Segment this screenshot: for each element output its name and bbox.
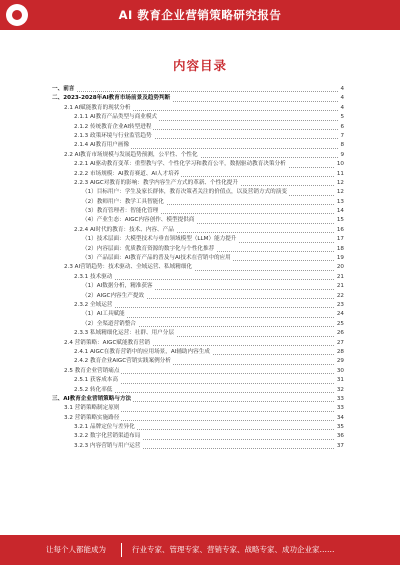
footer-slogan-right: 行业专家、管理专家、营销专家、战略专家、成功企业家…… [132, 545, 335, 554]
toc-entry-page: 21 [335, 273, 344, 282]
toc-entry-label: 3.1 营销策略制定原则 [64, 404, 121, 413]
toc-entry-page: 12 [335, 188, 344, 197]
toc-entry[interactable] [0, 442, 400, 451]
footer-bar [0, 535, 400, 565]
toc-entry-label: 2.5.1 获客成本高 [74, 376, 120, 385]
toc-entry-label: 2.1.3 政策环境与行业监管趋势 [74, 132, 154, 141]
toc-entry-page: 9 [338, 151, 344, 160]
toc-entry-label: 2.5 教育企业营销痛点 [64, 367, 121, 376]
toc-entry-label: 3.2.3 内容营销与用户运营 [74, 442, 142, 451]
toc-entry-label: 三、AI教育企业营销策略与方法 [52, 395, 133, 404]
toc-entry-page: 6 [338, 123, 344, 132]
toc-entry-label: （1）技术层面：大模型技术与垂直领域模型（LLM）能力提升 [82, 235, 238, 244]
toc-entry-label: 2.3.3 私域精细化运营：社群、用户分层 [74, 329, 176, 338]
toc-entry-label: （1）AI工具赋能 [82, 310, 127, 319]
toc-entry-page: 4 [338, 85, 344, 94]
toc-entry-label: 2.1.4 AI教育用户画像 [74, 141, 131, 150]
toc-entry-page: 4 [338, 104, 344, 113]
toc-entry-label: 2.3 AI营销趋势：技术驱动、全域运营、私域精细化 [64, 263, 194, 272]
toc-entry-page: 33 [335, 395, 344, 404]
toc-entry-label: 2.5.2 转化率低 [74, 386, 114, 395]
toc-entry-page: 36 [335, 432, 344, 441]
toc-entry-label: （1）AI数据分析，精准获客 [82, 282, 155, 291]
toc-entry-label: 2.2.4 AI时代的教育：技术、内容、产品 [74, 226, 176, 235]
toc-entry-page: 28 [335, 348, 344, 357]
toc-entry-page: 7 [338, 132, 344, 141]
header-bar [0, 0, 400, 30]
toc-entry-page: 31 [335, 376, 344, 385]
toc-entry-label: 2.2.3 AIGC对教育的影响：教学内容生产方式的革新、个性化提升 [74, 179, 240, 188]
toc-entry-label: （2）AIGC内容生产提效 [82, 292, 146, 301]
toc-entry-page: 19 [335, 254, 344, 263]
table-of-contents [0, 85, 400, 451]
toc-entry-label: （1）目标用户：学生及家长群体，教育决策者关注的价值点，以及营销方式的演变 [82, 188, 289, 197]
toc-entry-page: 16 [335, 226, 344, 235]
toc-entry-label: 一、前言 [52, 85, 76, 94]
footer-slogan-left: 让每个人都能成为 [46, 545, 106, 554]
toc-entry-label: （3）教育管理者：智能化管理 [82, 207, 160, 216]
toc-entry-label: 2.3.2 全域运营 [74, 301, 114, 310]
toc-title: 内容目录 [172, 58, 227, 73]
toc-entry-page: 27 [335, 339, 344, 348]
toc-entry-page: 35 [335, 423, 344, 432]
toc-entry-label: （2）内容层面：优质教育资源的数字化与个性化推荐 [82, 245, 216, 254]
toc-entry-page: 23 [335, 301, 344, 310]
toc-entry-page: 8 [338, 141, 344, 150]
toc-entry-page: 33 [335, 404, 344, 413]
toc-entry-label: 二、2023-2028年AI教育市场前景及趋势判断 [52, 94, 172, 103]
toc-entry-page: 30 [335, 367, 344, 376]
toc-entry-page: 32 [335, 386, 344, 395]
footer-divider [121, 543, 122, 557]
report-title: AI 教育企业营销策略研究报告 [118, 8, 282, 22]
toc-entry-label: （2）全渠道营销整合 [82, 320, 138, 329]
toc-entry-page: 29 [335, 357, 344, 366]
toc-entry-page: 13 [335, 198, 344, 207]
toc-entry-label: 2.4.1 AIGC在教育营销中的应用场景，AI辅助内容生成 [74, 348, 212, 357]
toc-entry-page: 5 [338, 113, 344, 122]
toc-entry-label: 2.3.1 技术驱动 [74, 273, 114, 282]
toc-entry-page: 25 [335, 320, 344, 329]
toc-entry-page: 21 [335, 282, 344, 291]
toc-entry-label: 2.1 AI赋能教育的现状分析 [64, 104, 133, 113]
toc-entry-label: 2.1.1 AI教育产品类型与商业模式 [74, 113, 159, 122]
toc-entry-label: 3.2 营销策略实施路径 [64, 414, 121, 423]
toc-entry-label: 3.2.2 数字化营销渠道布局 [74, 432, 142, 441]
toc-entry-page: 20 [335, 263, 344, 272]
toc-entry-page: 34 [335, 414, 344, 423]
toc-entry-page: 12 [335, 179, 344, 188]
toc-entry-label: 2.4.2 教育企业AIGC营销实践案例分析 [74, 357, 173, 366]
toc-entry-label: （4）产业生态：AIGC内容创作、模型提供商 [82, 216, 196, 225]
toc-entry-page: 37 [335, 442, 344, 451]
toc-entry-page: 18 [335, 245, 344, 254]
toc-entry-page: 17 [335, 235, 344, 244]
toc-entry-label: 2.2.2 市场规模：AI教育赛道、AI人才培养 [74, 170, 181, 179]
document-page [0, 30, 400, 535]
toc-entry-page: 26 [335, 329, 344, 338]
toc-entry-label: 2.1.2 传统教育企业AI转型进程 [74, 123, 153, 132]
toc-entry-page: 4 [338, 94, 344, 103]
toc-entry-page: 24 [335, 310, 344, 319]
toc-entry-page: 15 [335, 216, 344, 225]
toc-entry-label: 2.2.1 AI驱动教育变革：重塑教与学、个性化学习和教育公平，数据驱动教育决策分析 [74, 160, 288, 169]
toc-entry-label: 3.2.1 品牌定位与差异化 [74, 423, 137, 432]
toc-entry-page: 10 [335, 160, 344, 169]
toc-entry-label: 2.2 AI教育市场规模与发展趋势预测，公平性、个性化 [64, 151, 200, 160]
toc-entry-label: （2）教师用户：教学工具智能化 [82, 198, 166, 207]
toc-entry-page: 14 [335, 207, 344, 216]
toc-entry-page: 22 [335, 292, 344, 301]
toc-entry-page: 11 [335, 170, 344, 179]
toc-entry-label: 2.4 营销策略：AIGC赋能教育营销 [64, 339, 152, 348]
toc-entry-label: （3）产品层面：AI教育产品的普及与AI技术在营销中的应用 [82, 254, 233, 263]
